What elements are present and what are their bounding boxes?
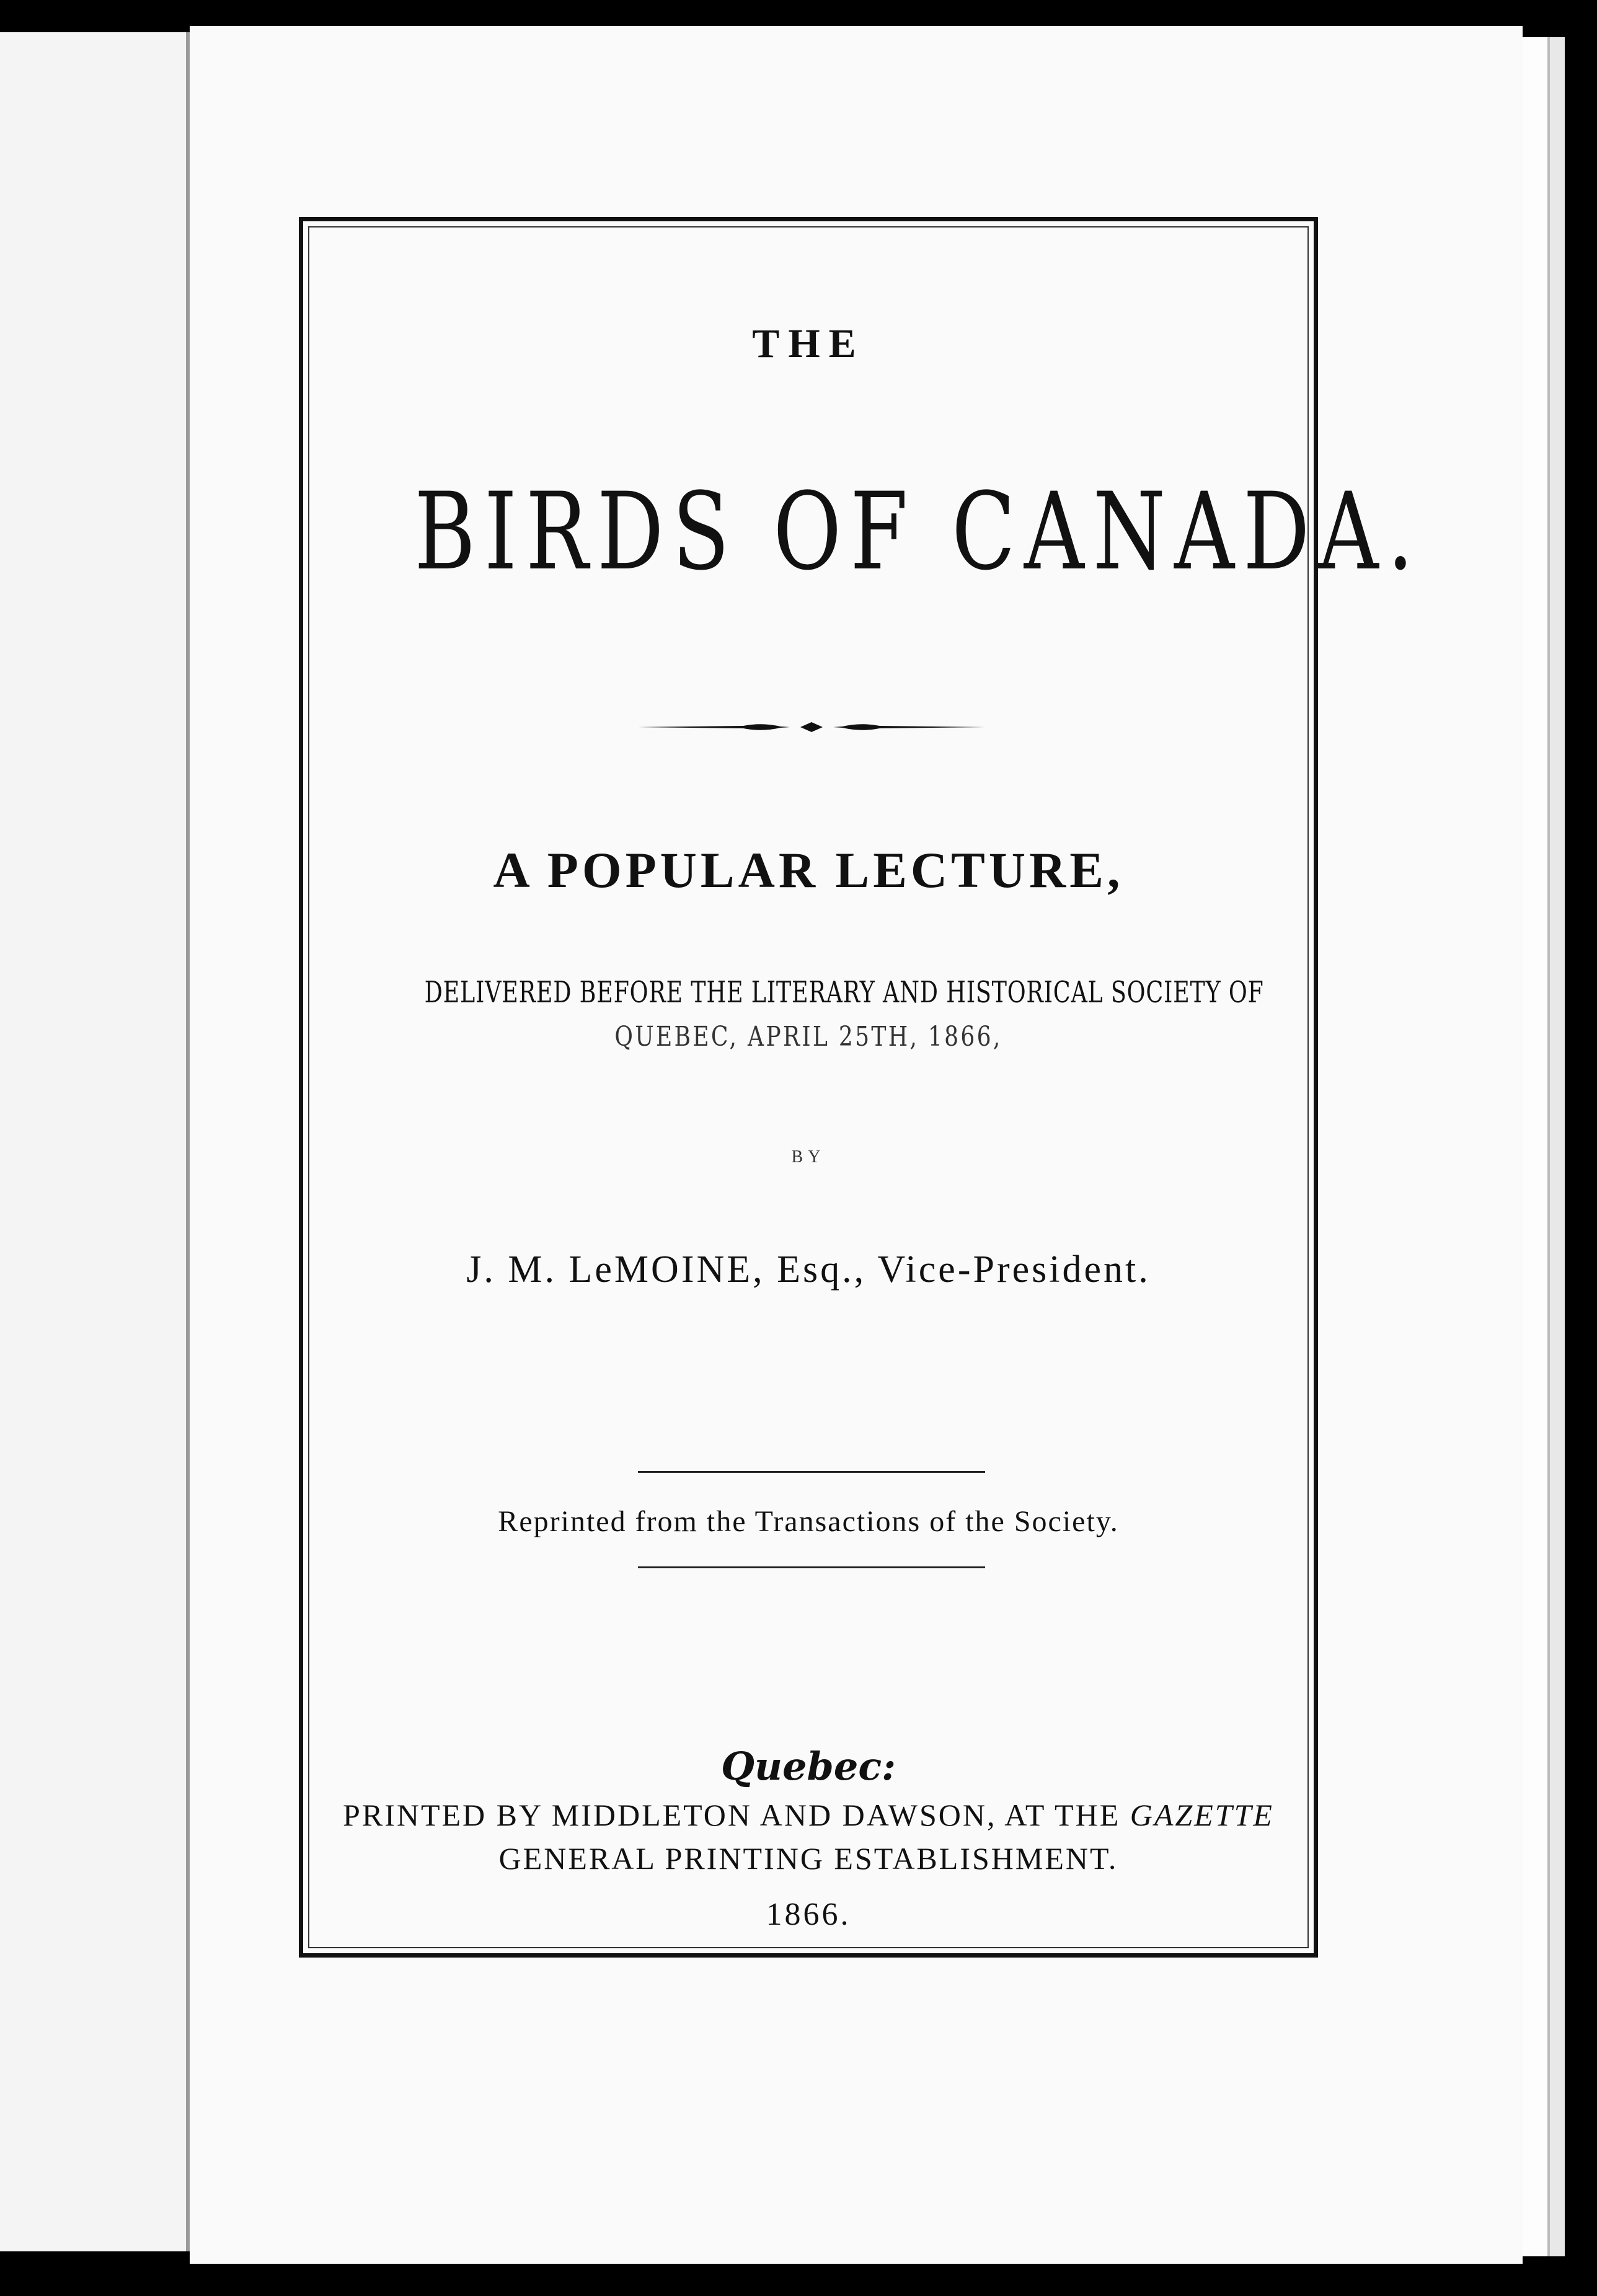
divider-rule	[638, 1566, 985, 1568]
imprint-year: 1866.	[766, 1897, 851, 1932]
delivery-line-1: DELIVERED BEFORE THE LITERARY AND HISTORICAL SOCIETY OF	[424, 975, 1264, 1010]
author-line: J. M. LeMOINE, Esq., Vice-President.	[466, 1248, 1151, 1291]
main-title: BIRDS OF CANADA.	[414, 469, 1423, 594]
by-line: BY	[791, 1147, 826, 1167]
imprint-printer-prefix: PRINTED BY MIDDLETON AND DAWSON, AT THE	[343, 1798, 1121, 1832]
divider-rule	[638, 1471, 985, 1473]
imprint-establishment: GENERAL PRINTING ESTABLISHMENT.	[498, 1841, 1118, 1876]
subtitle: A POPULAR LECTURE,	[493, 842, 1124, 898]
pre-title: THE	[752, 321, 865, 366]
delivery-line-2: QUEBEC, APRIL 25TH, 1866,	[614, 1021, 1002, 1053]
imprint-printer-line	[303, 1797, 1314, 1833]
imprint-city: Quebec:	[721, 1744, 896, 1789]
page-right-edge	[1547, 37, 1565, 2256]
page-right-margin	[1523, 37, 1547, 2256]
left-page-strip	[0, 32, 186, 2251]
reprint-note: Reprinted from the Transactions of the Society.	[498, 1505, 1119, 1538]
title-page-border-frame	[299, 217, 1423, 1958]
imprint-newspaper-name: GAZETTE	[1130, 1798, 1274, 1832]
ornamental-rule-icon	[638, 715, 985, 740]
